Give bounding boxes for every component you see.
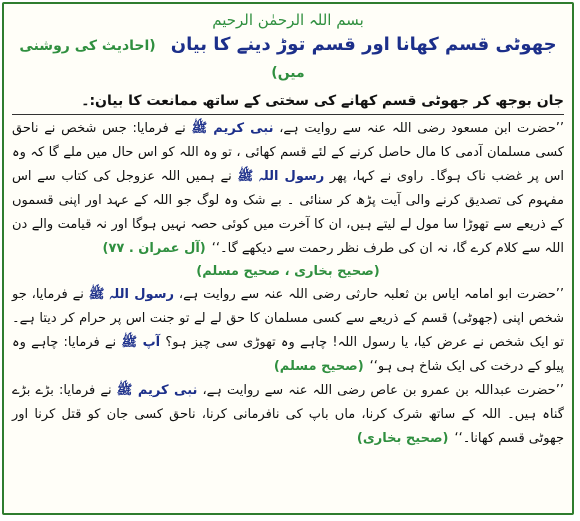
bismillah-heading: بسم اللہ الرحمٰن الرحیم	[212, 11, 364, 29]
hadith-1-source: (صحیح بخاری ، صحیح مسلم)	[196, 264, 380, 279]
hadith-2-messenger-2: آپ ﷺ	[121, 335, 161, 350]
hadith-1-part-1: ’’حضرت ابن مسعود رضی اللہ عنہ سے روایت ہے،	[273, 121, 564, 136]
hadith-2-messenger: رسول اللہ ﷺ	[88, 287, 174, 302]
hadith-3-text	[12, 379, 564, 451]
hadith-2-part-2: نے فرمایا، جو شخص اپنی (جھوٹی) قسم کے ذریعے سے کسی مسلمان کا حق لے لے تو جنت اس پر حرام کر دیتا ہے۔ تو ایک شخص نے عرض کیا، یا رسول اللہ! چاہے وہ تھوڑی سی چیز ہو؟	[12, 287, 564, 350]
page-title: جھوٹی قسم کھانا اور قسم توڑ دینے کا بیان	[170, 34, 557, 55]
hadith-3-part-2: نے فرمایا: بڑے بڑے گناہ ہیں۔ اللہ کے ساتھ شرک کرنا، ماں باپ کی نافرمانی کرنا، ناحق کسی جان کو قتل کرنا اور جھوٹی قسم کھانا۔‘‘	[12, 383, 564, 446]
hadith-2-part-3: نے فرمایا: چاہے وہ پیلو کے درخت کی ایک شاخ ہی ہو‘‘	[12, 335, 564, 374]
page-subtitle: (احادیث کی روشنی میں)	[19, 38, 305, 81]
hadith-1-messenger: رسول اللہ ﷺ	[237, 169, 325, 184]
hadith-1-prophet: نبی کریم ﷺ	[191, 121, 274, 136]
hadith-2-part-1: ’’حضرت ابو امامہ ایاس بن ثعلبہ حارثی رضی اللہ عنہ سے روایت ہے،	[173, 287, 564, 302]
hadith-1-part-2: نے فرمایا: جس شخص نے ناحق کسی مسلمان آدمی کا مال حاصل کرنے کے لئے قسم کھائی ، تو وہ اللہ کو اس حال میں ملے گا کہ وہ اس پر غضب ناک ہوگا۔ راوی نے کہا، پھر	[12, 121, 564, 184]
hadith-3-source: (صحیح بخاری)	[356, 431, 449, 446]
hadith-1-verse-ref: (آل عمران . ۷۷)	[102, 241, 206, 256]
hadith-3-prophet: نبی کریم ﷺ	[116, 383, 198, 398]
content-frame	[2, 2, 574, 515]
hadith-1-part-3: نے ہمیں اللہ عزوجل کی کتاب سے اس مفہوم کی تصدیق کرنے والی آیت پڑھ کر سنائی ۔ بے شک وہ لوگ جو اللہ کے عہد اور اپنی قسموں کے ذریعے سے تھوڑا سا مول لے لیتے ہیں، ان کا آخرت میں کوئی حصہ نہیں ہوگا اور نہ قیامت والے دن اللہ سے کلام کرے گا، نہ ان کی طرف نظر رحمت سے دیکھے گا۔‘‘	[12, 169, 564, 256]
hadith-2-text	[12, 283, 564, 379]
title-row	[12, 32, 564, 86]
section-intro: جان بوجھ کر جھوٹی قسم کھانے کی سختی کے ساتھ ممانعت کا بیان:۔	[12, 90, 564, 115]
hadith-2-source: (صحیح مسلم)	[273, 359, 364, 374]
hadith-3-part-1: ’’حضرت عبداللہ بن عمرو بن عاص رضی اللہ عنہ سے روایت ہے،	[197, 383, 564, 398]
hadith-1-text	[12, 117, 564, 261]
